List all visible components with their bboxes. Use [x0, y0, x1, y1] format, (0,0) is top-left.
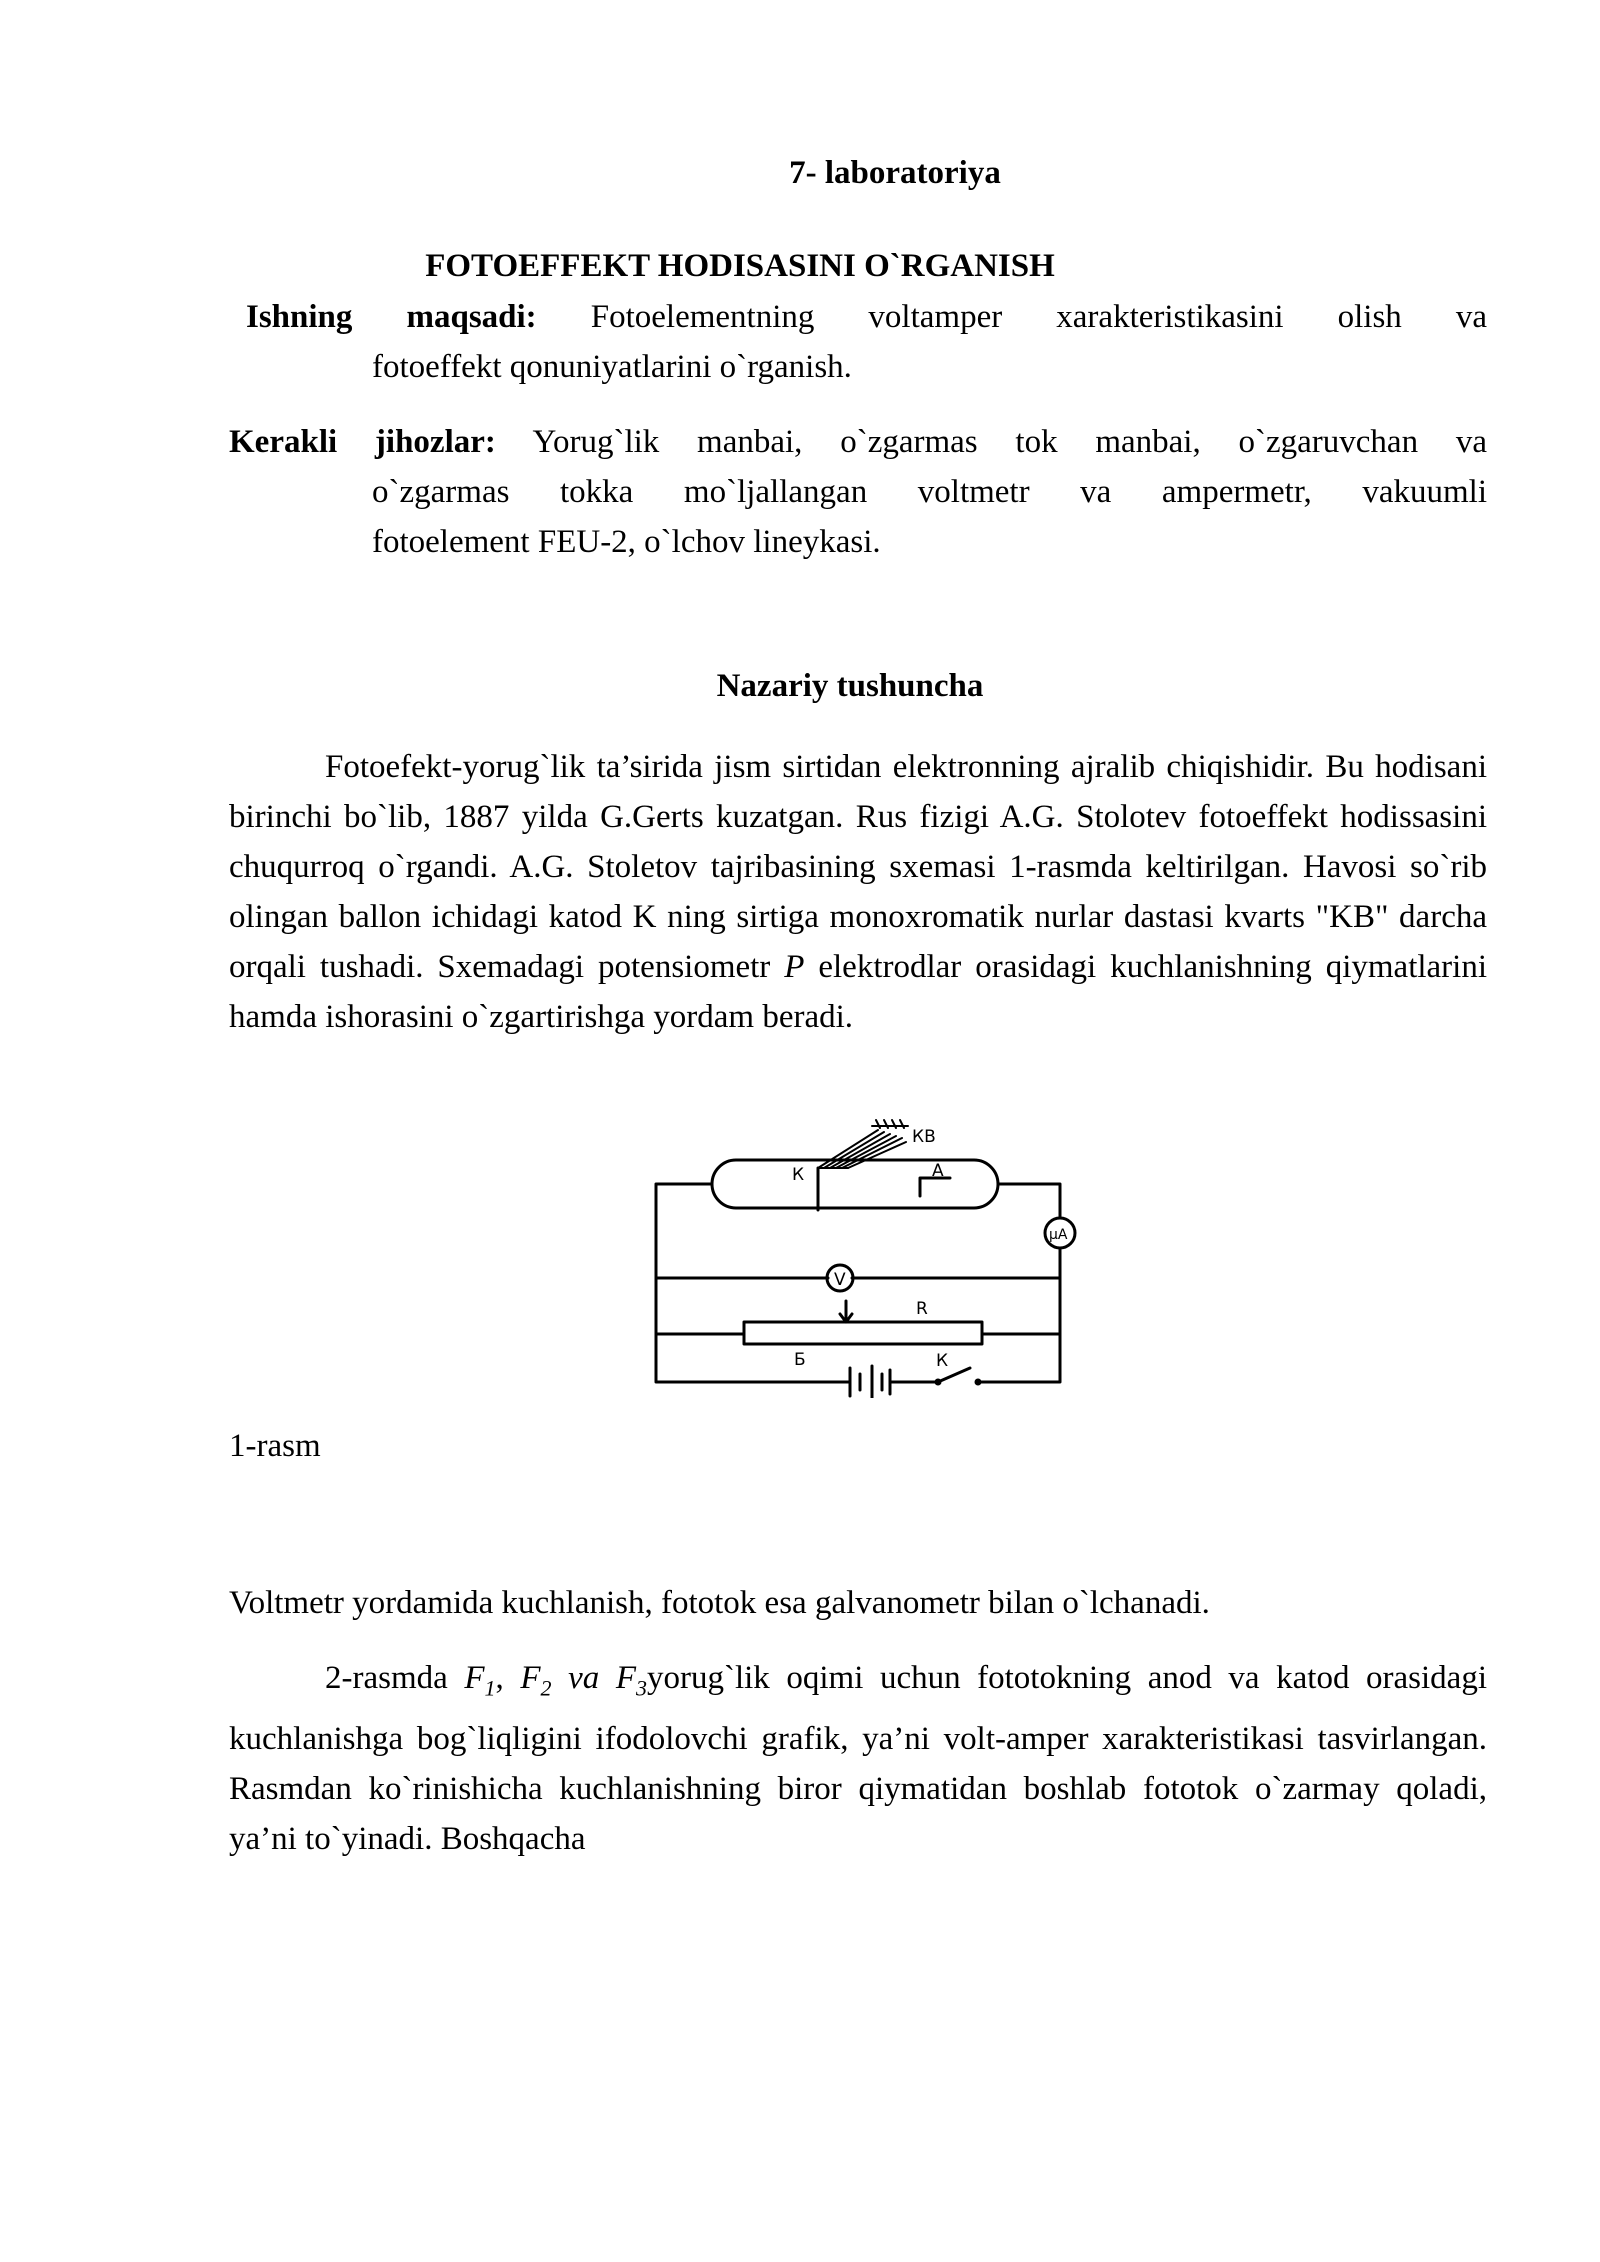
equipment-text-line3: fotoelement FEU-2, o`lchov lineykasi. [372, 524, 881, 560]
label-anode: А [932, 1161, 944, 1181]
potentiometer-symbol: P [784, 949, 805, 985]
label-microammeter: μA [1049, 1227, 1068, 1243]
battery-cells [850, 1366, 890, 1398]
theory-paragraph [229, 742, 1487, 1042]
theory-heading: Nazariy tushuncha [716, 668, 984, 704]
aim-label: Ishning maqsadi: [246, 299, 537, 335]
label-cathode: К [792, 1165, 805, 1185]
theory-text-a: Fotoefekt-yorug`lik ta’sirida jism sirtidan elektronning ajralib chiqishidir. Bu hodisani birinchi bo`lib, 1887 yilda G.Gerts kuzatgan. Rus fizigi A.G. Stolotev fotoeffekt hodissasini chuqurroq o`rgandi. A.G. Stoletov tajribasining sxemasi 1-rasmda keltirilgan. Havosi so`rib olingan ballon ichidagi katod K ning sirtiga monoxromatik nurlar dastasi kvarts "KB" darcha orqali tushadi. Sxemadagi potensiometr [229, 749, 1487, 985]
quartz-window [872, 1120, 908, 1128]
equipment-text-line2: o`zgarmas tokka mo`ljallangan voltmetr va ampermetr, vakuumli [372, 474, 1487, 510]
equipment-label: Kerakli jihozlar: [229, 424, 496, 460]
flux-f3: $F_3$ [615, 1660, 647, 1701]
label-kb: КВ [912, 1127, 936, 1147]
equipment-block [229, 417, 1487, 467]
label-voltmeter: V [834, 1270, 846, 1290]
measurement-paragraph: Voltmetr yordamida kuchlanish, fototok esa galvanometr bilan o`lchanadi. [229, 1585, 1210, 1621]
page-title: FOTOEFFEKT HODISASINI O`RGANISH [425, 248, 1055, 284]
label-key: К [936, 1351, 949, 1371]
label-resistor: R [916, 1299, 928, 1319]
graph-description-paragraph [229, 1653, 1487, 1864]
equipment-text-line1: Yorug`lik manbai, o`zgarmas tok manbai, o`zgaruvchan va [532, 424, 1487, 460]
stoletov-circuit-diagram [640, 1118, 1100, 1398]
vacuum-tube [712, 1160, 998, 1208]
light-beam [818, 1130, 906, 1168]
aim-text-line2: fotoeffekt qonuniyatlarini o`rganish. [372, 349, 852, 385]
figure-caption: 1-rasm [229, 1428, 321, 1464]
resistor-r [744, 1322, 982, 1344]
para3-va: va [551, 1660, 616, 1696]
para3-sep: , [495, 1660, 521, 1696]
aim-block [246, 292, 1487, 342]
theory-text-b: elektrodlar orasidagi kuchlanishning qiymatlarini hamda ishorasini o`zgartirishga yordam beradi. [229, 949, 1488, 1035]
para3-rest: yorug`lik oqimi uchun fototokning anod va katod orasidagi kuchlanishga bog`liqligini ifodolovchi grafik, ya’ni volt-amper xarakteristikasi tasvirlangan. Rasmdan ko`rinishicha kuchlanishning biror qiymatidan boshlab fototok o`zarmay qoladi, ya’ni to`yinadi. Boshqacha [229, 1660, 1487, 1857]
label-battery: Б [794, 1350, 806, 1370]
para3-lead: 2-rasmda [325, 1660, 465, 1696]
aim-text-line1: Fotoelementning voltamper xarakteristikasini olish va [590, 299, 1487, 335]
flux-f1: $F_1$ [464, 1660, 496, 1701]
flux-f2: $F_2$ [520, 1660, 552, 1701]
lab-number: 7- laboratoriya [789, 155, 1001, 191]
